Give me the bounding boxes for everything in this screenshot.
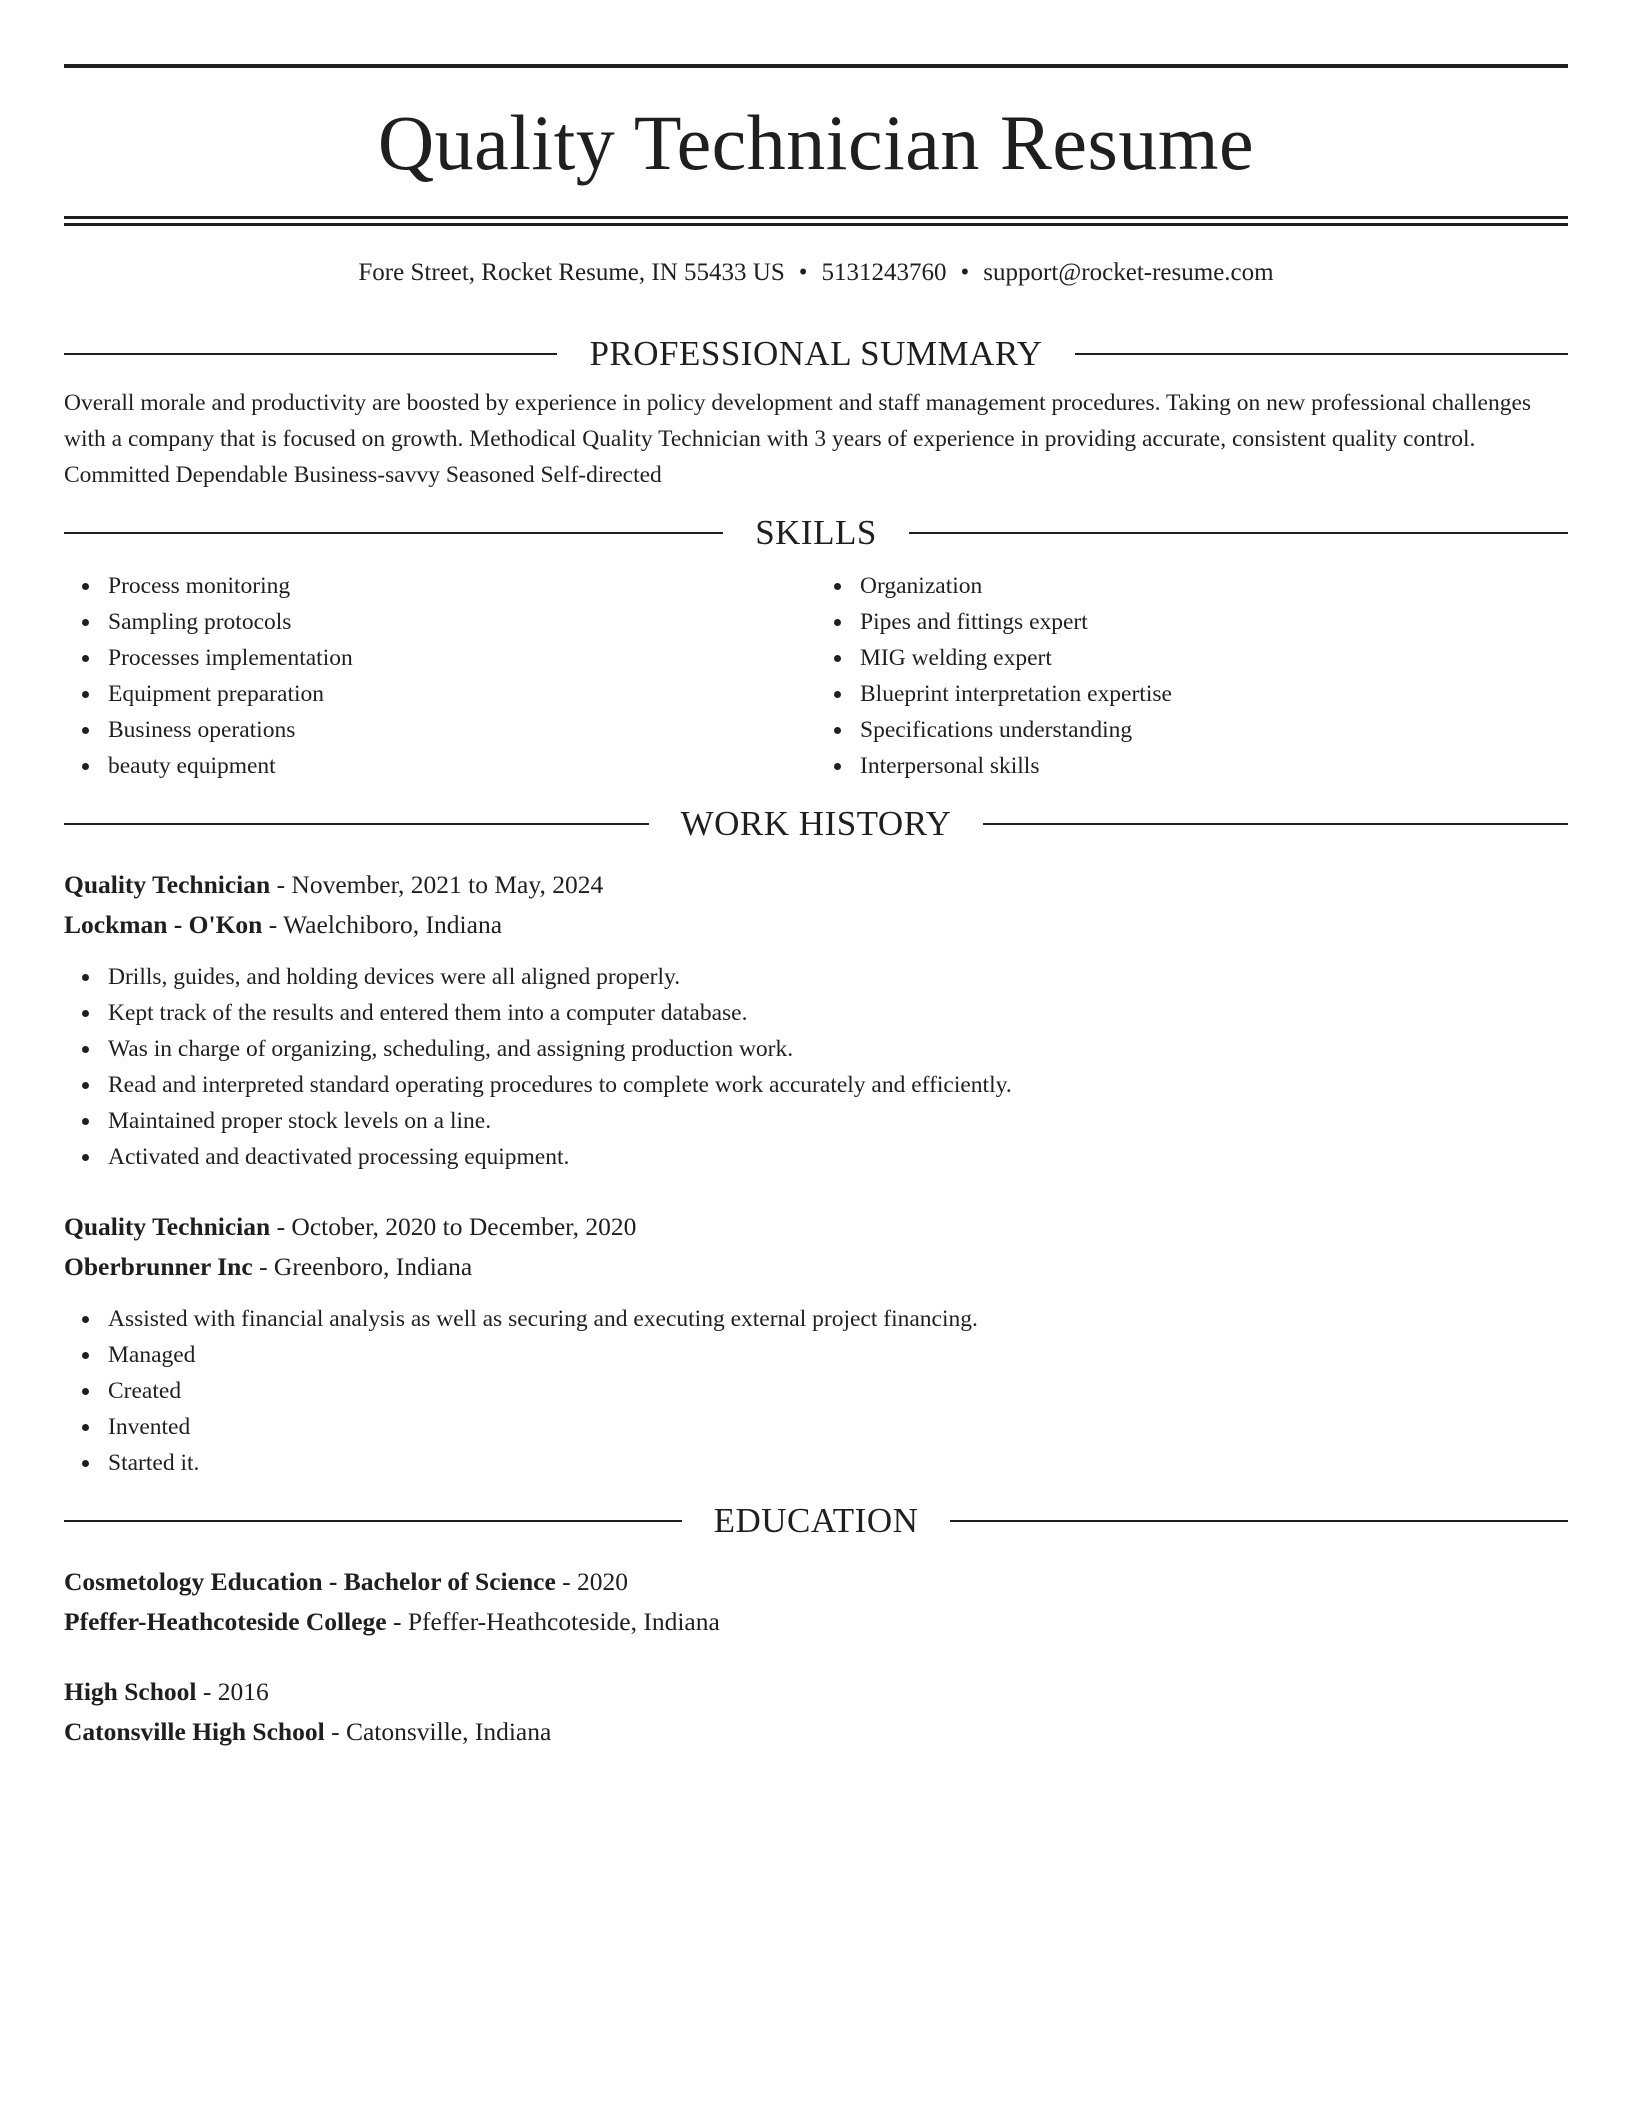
education-year: - 2016 <box>196 1677 269 1706</box>
job-entry <box>64 1207 1568 1481</box>
education-degree: Cosmetology Education - Bachelor of Science <box>64 1567 556 1596</box>
education-entry <box>64 1562 1568 1642</box>
summary-section-heading <box>64 336 1568 371</box>
job-company-line <box>64 905 1568 945</box>
heading-rule-left <box>64 1520 682 1522</box>
education-school: Pfeffer-Heathcoteside College <box>64 1607 387 1636</box>
job-title-line <box>64 1207 1568 1247</box>
job-role: Quality Technician <box>64 870 271 899</box>
job-role: Quality Technician <box>64 1212 271 1241</box>
education-section-heading <box>64 1503 1568 1538</box>
education-degree-line <box>64 1562 1568 1602</box>
heading-rule-left <box>64 353 557 355</box>
skills-heading-label: SKILLS <box>755 513 877 552</box>
skills-section-heading <box>64 515 1568 550</box>
job-location: - Waelchiboro, Indiana <box>262 910 503 939</box>
education-location: - Catonsville, Indiana <box>324 1717 552 1746</box>
contact-address: Fore Street, Rocket Resume, IN 55433 US <box>358 259 785 286</box>
resume-title: Quality Technician Resume <box>377 99 1255 186</box>
education-degree-line <box>64 1672 1568 1712</box>
heading-rule-right <box>950 1520 1568 1522</box>
education-school-line <box>64 1602 1568 1642</box>
job-bullet: Managed <box>108 1337 1568 1373</box>
job-dates: - October, 2020 to December, 2020 <box>270 1212 637 1241</box>
skill-item: Processes implementation <box>108 640 816 676</box>
job-location: - Greenboro, Indiana <box>252 1252 473 1281</box>
job-bullet: Invented <box>108 1409 1568 1445</box>
skill-item: Business operations <box>108 712 816 748</box>
job-bullet: Kept track of the results and entered them into a computer database. <box>108 995 1568 1031</box>
skill-item: Process monitoring <box>108 568 816 604</box>
education-degree: High School <box>64 1677 197 1706</box>
contact-email: support@rocket-resume.com <box>983 259 1274 286</box>
education-entry <box>64 1672 1568 1752</box>
job-bullet: Maintained proper stock levels on a line. <box>108 1103 1568 1139</box>
work-section-heading <box>64 806 1568 841</box>
skill-item: Pipes and fittings expert <box>860 604 1568 640</box>
summary-heading-label: PROFESSIONAL SUMMARY <box>589 334 1043 373</box>
job-title-line <box>64 865 1568 905</box>
skill-item: Blueprint interpretation expertise <box>860 676 1568 712</box>
job-bullets <box>64 959 1568 1175</box>
skill-item: beauty equipment <box>108 748 816 784</box>
skill-item: Interpersonal skills <box>860 748 1568 784</box>
job-bullet: Created <box>108 1373 1568 1409</box>
skill-item: Equipment preparation <box>108 676 816 712</box>
contact-line <box>64 258 1568 288</box>
job-bullet: Drills, guides, and holding devices were all aligned properly. <box>108 959 1568 995</box>
job-bullet: Started it. <box>108 1445 1568 1481</box>
job-bullet: Activated and deactivated processing equipment. <box>108 1139 1568 1175</box>
top-rule <box>64 64 1568 68</box>
skills-list <box>64 568 1568 784</box>
heading-rule-left <box>64 532 723 534</box>
job-company-line <box>64 1247 1568 1287</box>
contact-separator: • <box>798 259 808 286</box>
skill-item: Organization <box>860 568 1568 604</box>
job-bullet: Read and interpreted standard operating procedures to complete work accurately and efficiently. <box>108 1067 1568 1103</box>
education-year: - 2020 <box>555 1567 629 1596</box>
education-school: Catonsville High School <box>64 1717 325 1746</box>
summary-paragraph: Overall morale and productivity are boosted by experience in policy development and staff management procedures. Taking on new professional challenges with a company that is focused on growth. Methodical Quality Technician with 3 years of experience in providing accurate, consistent quality control. Committed Dependable Business-savvy Seasoned Self-directed <box>64 390 1532 488</box>
skill-item: Sampling protocols <box>108 604 816 640</box>
job-bullet: Was in charge of organizing, scheduling, and assigning production work. <box>108 1031 1568 1067</box>
contact-separator: • <box>960 259 970 286</box>
education-heading-label: EDUCATION <box>713 1501 919 1540</box>
heading-rule-left <box>64 823 649 825</box>
heading-rule-right <box>983 823 1568 825</box>
skills-column-left <box>64 568 816 784</box>
job-dates: - November, 2021 to May, 2024 <box>270 870 604 899</box>
heading-rule-right <box>1075 353 1568 355</box>
skills-column-right <box>816 568 1568 784</box>
job-bullet: Assisted with financial analysis as well as securing and executing external project financing. <box>108 1301 1568 1337</box>
contact-phone: 5131243760 <box>821 259 947 286</box>
job-company: Oberbrunner Inc <box>64 1252 253 1281</box>
job-company: Lockman - O'Kon <box>64 910 263 939</box>
skill-item: Specifications understanding <box>860 712 1568 748</box>
education-school-line <box>64 1712 1568 1752</box>
education-location: - Pfeffer-Heathcoteside, Indiana <box>386 1607 720 1636</box>
title-double-rule <box>64 216 1568 226</box>
skill-item: MIG welding expert <box>860 640 1568 676</box>
work-heading-label: WORK HISTORY <box>680 804 952 843</box>
job-entry <box>64 865 1568 1175</box>
heading-rule-right <box>909 532 1568 534</box>
job-bullets <box>64 1301 1568 1481</box>
